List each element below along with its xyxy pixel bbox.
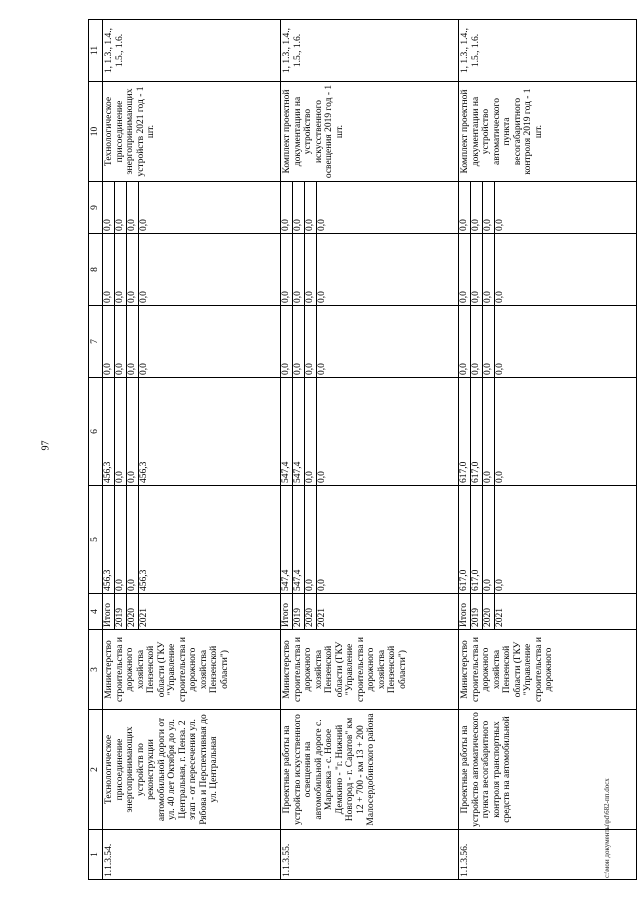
value-cell: 0,0 — [459, 306, 471, 377]
col-header-8: 8 — [89, 234, 103, 306]
value-cell: 0,0 — [305, 486, 317, 593]
value-cell: 0,0 — [471, 234, 483, 305]
value-cell: 547,4 — [293, 378, 305, 485]
value-cell: 0,0 — [139, 363, 149, 375]
row-executor: Министерство строительства и дорожного хозяйства Пензенской области (ГКУ "Управление строительства и дорожного — [459, 630, 637, 710]
row-col6 — [103, 378, 281, 486]
col-header-1: 1 — [89, 830, 103, 880]
value-cell: 0,0 — [127, 182, 139, 233]
table-row — [459, 20, 637, 880]
year-cell: 2020 — [305, 594, 317, 629]
row-years — [281, 594, 459, 630]
col-header-3: 3 — [89, 630, 103, 710]
value-cell: 0,0 — [139, 291, 149, 303]
value-cell: 0,0 — [127, 306, 139, 377]
value-cell: 0,0 — [103, 306, 115, 377]
value-cell: 0,0 — [293, 306, 305, 377]
year-cell: 2021 — [139, 608, 149, 627]
value-cell: 0,0 — [495, 219, 505, 231]
value-cell: 0,0 — [115, 182, 127, 233]
value-cell: 0,0 — [495, 363, 505, 375]
row-col6 — [281, 378, 459, 486]
value-cell: 0,0 — [317, 579, 327, 591]
value-cell: 617,0 — [471, 486, 483, 593]
value-cell: 0,0 — [293, 234, 305, 305]
row-result: Комплект проектной документации на устройство автоматического пункта весогабаритного контроля 2019 год - 1 шт. — [459, 82, 637, 182]
value-cell: 0,0 — [483, 306, 495, 377]
row-col7 — [103, 306, 281, 378]
value-cell: 547,4 — [281, 486, 293, 593]
row-col9 — [281, 182, 459, 234]
value-cell: 0,0 — [127, 378, 139, 485]
value-cell: 0,0 — [115, 234, 127, 305]
value-cell: 0,0 — [459, 234, 471, 305]
col-header-2: 2 — [89, 710, 103, 830]
col-header-11: 11 — [89, 20, 103, 82]
value-cell: 547,4 — [293, 486, 305, 593]
value-cell: 0,0 — [317, 291, 327, 303]
row-result: Комплект проектной документации на устройство искусственного освещения 2019 год - 1 шт. — [281, 82, 459, 182]
value-cell: 0,0 — [305, 306, 317, 377]
row-name: Проектные работы на устройство искусственного освещения на автомобильной дороге с. Марьевка - с. Новое Демкино - "г. Нижний Новгород - г. Саратов" км 12 + 700 - км 13 + 200 Малосердобинского района — [281, 710, 459, 830]
row-col5 — [459, 486, 637, 594]
value-cell: 0,0 — [495, 471, 505, 483]
value-cell: 0,0 — [317, 363, 327, 375]
table-row — [103, 20, 281, 880]
year-cell: 2020 — [127, 594, 139, 629]
row-col9 — [103, 182, 281, 234]
value-cell: 0,0 — [115, 486, 127, 593]
col-header-10: 10 — [89, 82, 103, 182]
row-col5 — [281, 486, 459, 594]
value-cell: 456,3 — [103, 378, 115, 485]
col-header-4: 4 — [89, 594, 103, 630]
value-cell: 456,3 — [103, 486, 115, 593]
row-id: 1.1.3.56. — [459, 830, 637, 880]
row-years — [103, 594, 281, 630]
value-cell: 0,0 — [483, 234, 495, 305]
value-cell: 0,0 — [115, 378, 127, 485]
row-years — [459, 594, 637, 630]
row-col5 — [103, 486, 281, 594]
row-executor: Министерство строительства и дорожного хозяйства Пензенской области (ГКУ "Управление строительства и дорожного хозяйства Пензенской области") — [281, 630, 459, 710]
value-cell: 0,0 — [483, 378, 495, 485]
value-cell: 0,0 — [127, 486, 139, 593]
row-name: Технологическое присоединение энергопринимающих устройств по реконструкции автомобильной дороги от ул. 40 лет Октября до ул. Центральная, г. Пенза. 2 этап - от пересечения ул. Рябова и Перспективная до ул. Центральная — [103, 710, 281, 830]
value-cell: 0,0 — [483, 182, 495, 233]
value-cell: 0,0 — [305, 378, 317, 485]
year-cell: Итого — [459, 594, 471, 629]
table-row — [281, 20, 459, 880]
row-col8 — [103, 234, 281, 306]
row-ref: 1, 1.3., 1.4., 1.5., 1.6. — [459, 20, 637, 82]
page-number: 97 — [40, 440, 52, 451]
value-cell: 0,0 — [305, 182, 317, 233]
row-executor: Министерство строительства и дорожного хозяйства Пензенской области (ГКУ "Управление строительства и дорожного хозяйства Пензенской области") — [103, 630, 281, 710]
row-id: 1.1.3.55. — [281, 830, 459, 880]
value-cell: 456,3 — [139, 461, 149, 483]
value-cell: 0,0 — [281, 306, 293, 377]
row-name: Проектные работы на устройство автоматического пункта весогабаритного контроля транспортных средств на автомобильной — [459, 710, 637, 830]
value-cell: 0,0 — [317, 219, 327, 231]
row-col7 — [459, 306, 637, 378]
row-ref: 1, 1.3., 1.4., 1.5., 1.6. — [281, 20, 459, 82]
value-cell: 456,3 — [139, 569, 149, 591]
year-cell: 2021 — [495, 608, 505, 627]
header-row — [89, 20, 103, 880]
row-col7 — [281, 306, 459, 378]
year-cell: Итого — [103, 594, 115, 629]
value-cell: 0,0 — [459, 182, 471, 233]
col-header-5: 5 — [89, 486, 103, 594]
year-cell: 2019 — [115, 594, 127, 629]
value-cell: 0,0 — [281, 234, 293, 305]
value-cell: 0,0 — [305, 234, 317, 305]
value-cell: 0,0 — [495, 579, 505, 591]
value-cell: 0,0 — [293, 182, 305, 233]
row-col9 — [459, 182, 637, 234]
rotated-table-container — [88, 20, 633, 880]
value-cell: 0,0 — [483, 486, 495, 593]
value-cell: 0,0 — [495, 291, 505, 303]
col-header-9: 9 — [89, 182, 103, 234]
value-cell: 0,0 — [317, 471, 327, 483]
value-cell: 0,0 — [281, 182, 293, 233]
value-cell: 617,0 — [459, 378, 471, 485]
row-col6 — [459, 378, 637, 486]
col-header-7: 7 — [89, 306, 103, 378]
value-cell: 0,0 — [115, 306, 127, 377]
row-result: Технологическое присоединение энергопринимающих устройств 2021 год - 1 шт. — [103, 82, 281, 182]
value-cell: 0,0 — [471, 182, 483, 233]
footer-path: c:\мои документы\pd\682-пп.docx — [603, 778, 611, 878]
value-cell: 0,0 — [139, 219, 149, 231]
value-cell: 0,0 — [103, 182, 115, 233]
value-cell: 617,0 — [459, 486, 471, 593]
year-cell: 2021 — [317, 608, 327, 627]
value-cell: 0,0 — [127, 234, 139, 305]
row-ref: 1, 1.3., 1.4., 1.5., 1.6. — [103, 20, 281, 82]
row-col8 — [281, 234, 459, 306]
row-col8 — [459, 234, 637, 306]
program-table — [88, 19, 637, 880]
year-cell: 2019 — [471, 594, 483, 629]
year-cell: 2020 — [483, 594, 495, 629]
col-header-6: 6 — [89, 378, 103, 486]
value-cell: 547,4 — [281, 378, 293, 485]
value-cell: 617,0 — [471, 378, 483, 485]
row-id: 1.1.3.54. — [103, 830, 281, 880]
value-cell: 0,0 — [103, 234, 115, 305]
year-cell: 2019 — [293, 594, 305, 629]
year-cell: Итого — [281, 594, 293, 629]
value-cell: 0,0 — [471, 306, 483, 377]
